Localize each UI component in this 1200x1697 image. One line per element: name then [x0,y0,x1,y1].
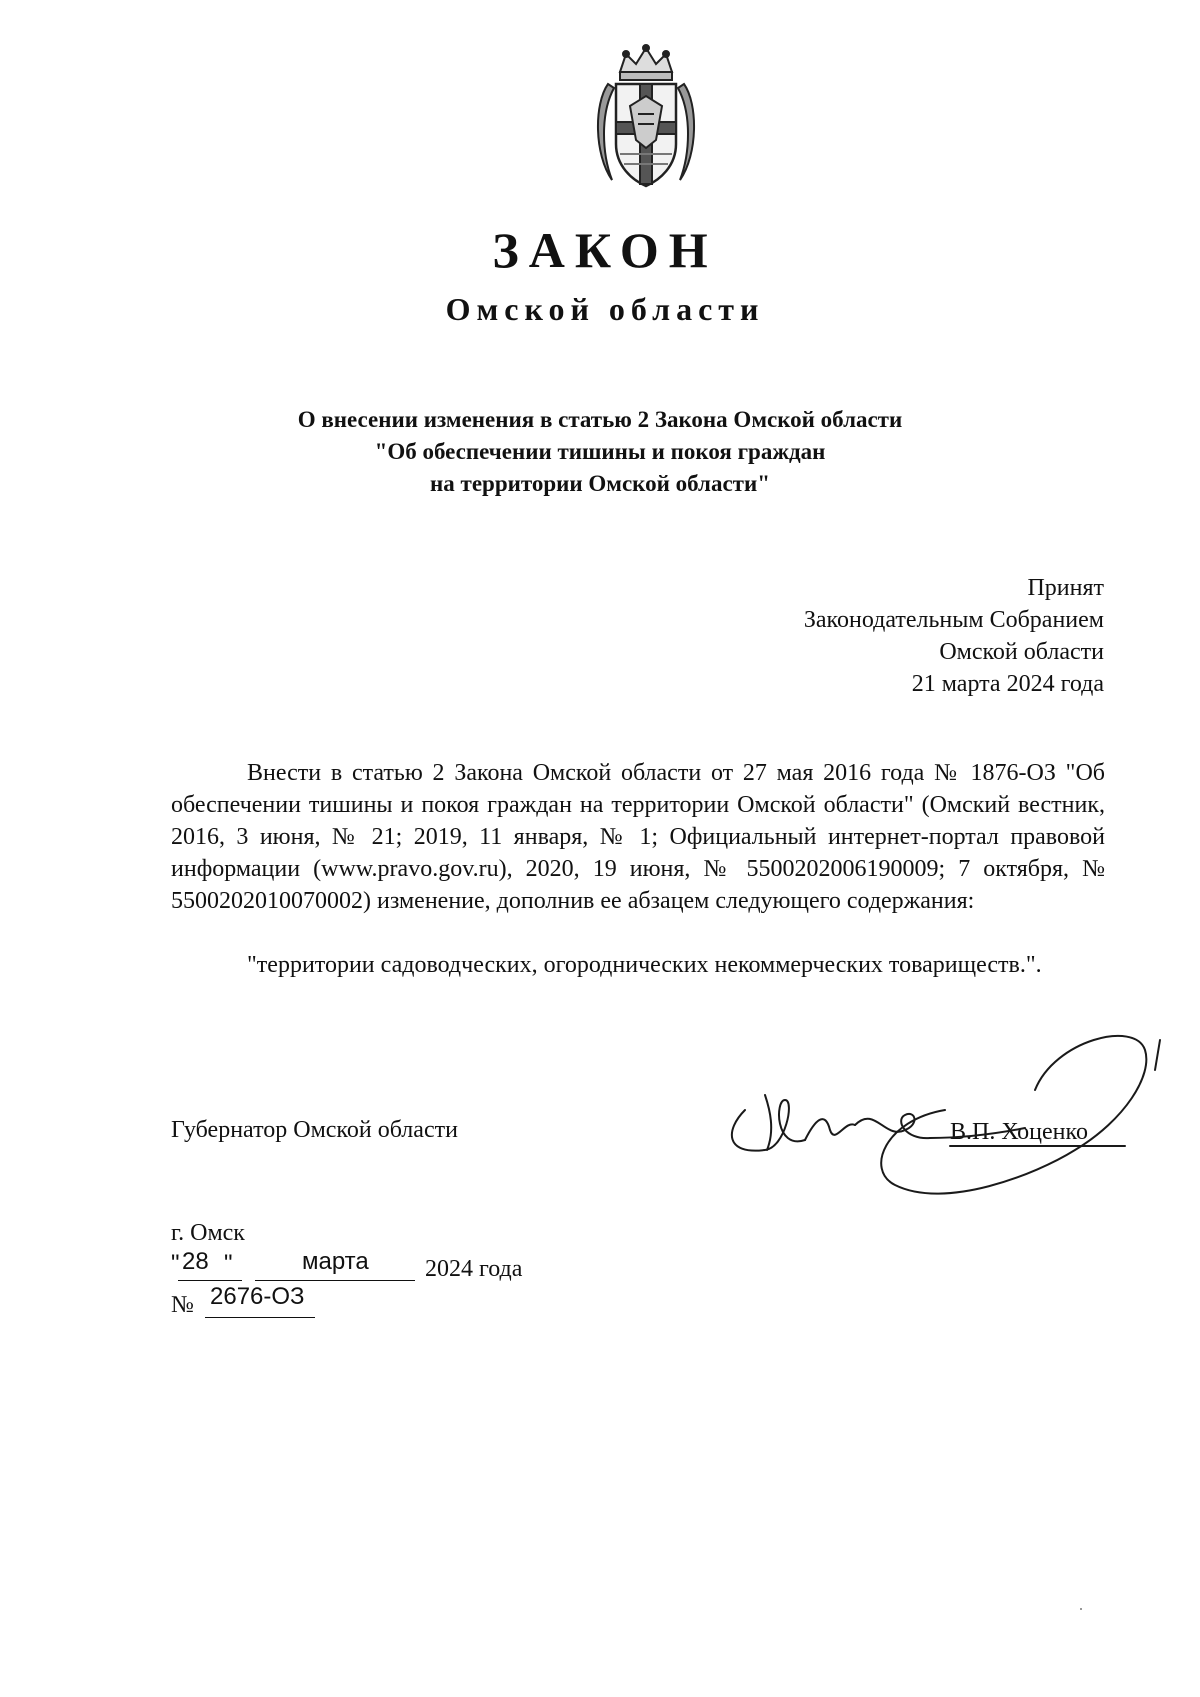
governor-name: В.П. Хоценко [950,1119,1088,1145]
region-heading: Омской области [445,291,765,327]
document-title-line-1: О внесении изменения в статью 2 Закона Омской области [297,407,903,432]
scan-speck [1080,1608,1082,1610]
handwritten-signature [705,1000,1175,1210]
document-title-line-3: на территории Омской области" [430,471,770,496]
date-month-underline [255,1280,415,1281]
document-title-line-2: "Об обеспечении тишины и покоя граждан [374,439,826,464]
date-day-underline [178,1280,242,1281]
law-number-sign: № [171,1292,194,1318]
law-number-underline [205,1317,315,1318]
date-year: 2024 года [425,1256,523,1282]
governor-title: Губернатор Омской области [171,1117,458,1143]
signing-city: г. Омск [171,1220,245,1246]
adoption-line-2: Законодательным Собранием [803,607,1104,633]
law-heading: ЗАКОН [492,222,718,278]
adoption-line-3: Омской области [939,639,1104,665]
date-month: марта [302,1248,369,1275]
omsk-region-coat-of-arms-icon [590,44,702,194]
adoption-date: 21 марта 2024 года [911,671,1104,697]
law-number: 2676-ОЗ [210,1283,305,1310]
law-body-paragraph: Внести в статью 2 Закона Омской области от 27 мая 2016 года № 1876-ОЗ "Об обеспечении тишины и покоя граждан на территории Омской области" (Омский вестник, 2016, 3 июня, № 21; 2019, 11 января, № 1; Официальный интернет-портал правовой информации (www.pravo.gov.ru), 2020, 19 июня, № 5500202006190009; 7 октября, № 5500202010070002) изменение, дополнив ее абзацем следующего содержания: [171,760,1105,914]
date-day: 28 [182,1248,209,1275]
law-body-quote: "территории садоводческих, огороднических некоммерческих товариществ.". [247,952,1042,978]
date-open-quote: " [171,1250,180,1277]
date-close-quote: " [224,1250,233,1277]
adoption-line-1: Принят [1027,575,1104,601]
